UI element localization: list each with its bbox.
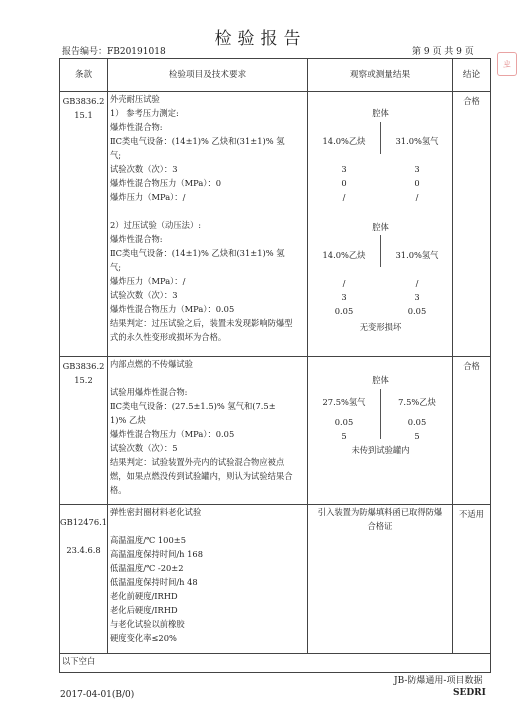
item-line: 1） 参考压力测定:: [110, 108, 179, 118]
clause-line: 15.2: [74, 375, 93, 385]
obs-value: /: [342, 192, 346, 202]
item-line: 高温温度保持时间/h 168: [110, 549, 203, 559]
clause-cell: [60, 92, 108, 357]
end-note: 以下空白: [60, 654, 491, 673]
header-item: 检验项目及技术要求: [108, 59, 308, 92]
obs-value: 7.5%乙炔: [398, 397, 436, 407]
obs-value: 31.0%氢气: [395, 250, 439, 260]
item-line: 内部点燃的不传爆试验: [110, 359, 193, 369]
obs-value: 0.05: [407, 417, 427, 427]
obs-value: 0.05: [334, 417, 354, 427]
item-line: 试验次数（次）：3: [110, 290, 178, 300]
obs-note-line: 合格证: [367, 521, 393, 531]
obs-value: 0.05: [407, 306, 427, 316]
item-line: 弹性密封圈材料老化试验: [110, 507, 202, 517]
clause-line: [60, 529, 107, 543]
end-row: [60, 654, 491, 673]
obs-value: /: [415, 192, 419, 202]
item-line: 爆炸性混合物压力（MPa）：0.05: [110, 429, 235, 439]
section-row-aging: [60, 505, 491, 654]
item-cell: [108, 505, 308, 654]
obs-cell: [308, 505, 453, 654]
item-line: 2）过压试验（动压法）:: [110, 220, 202, 230]
item-line: 老化前硬度/IRHD: [110, 591, 178, 601]
item-line: 气;: [110, 150, 122, 160]
obs-group-title: 腔体: [372, 375, 389, 385]
obs-group-title: 腔体: [372, 222, 389, 232]
item-line: 外壳耐压试验: [110, 94, 160, 104]
clause-line: 15.1: [74, 110, 93, 120]
conclusion-cell: 不适用: [453, 505, 491, 654]
item-line: ⅡC类电气设备：(27.5±1.5)% 氢气和(7.5±: [110, 401, 276, 411]
item-line: ⅡC类电气设备：(14±1)% 乙炔和(31±1)% 氢: [110, 136, 285, 146]
obs-value: /: [415, 278, 419, 288]
item-line: 结果判定：试验装置外壳内的试验混合物应被点: [110, 457, 285, 467]
obs-value: 5: [414, 431, 420, 441]
clause-cell: [60, 357, 108, 505]
sedri-logo: SEDRI: [453, 688, 486, 698]
item-line: 低温温度/℃ -20±2: [110, 563, 184, 573]
item-line: 爆炸性混合物:: [110, 122, 163, 132]
conclusion-cell: 合格: [453, 357, 491, 505]
report-title: 检验报告: [214, 29, 307, 49]
item-line: 爆炸性混合物压力（MPa）：0: [110, 178, 222, 188]
obs-value: 5: [341, 431, 347, 441]
header-clause: 条款: [60, 59, 108, 92]
item-line: 1)% 乙炔: [110, 415, 146, 425]
item-cell: [108, 357, 308, 505]
item-line: 爆炸性混合物:: [110, 234, 163, 244]
obs-value: 0.05: [334, 306, 354, 316]
header-obs: 观察或测量结果: [308, 59, 453, 92]
item-line: 试验次数（次）：3: [110, 164, 178, 174]
obs-result: 未传到试验罐内: [351, 445, 410, 455]
obs-value: 0: [414, 178, 420, 188]
item-line: 试验次数（次）：5: [110, 443, 178, 453]
conclusion-cell: 合格: [453, 92, 491, 357]
item-line: 燃，如果点燃没传到试验罐内，则认为试验结果合: [110, 471, 293, 481]
table-header-row: [60, 59, 491, 92]
clause-line: 23.4.6.8: [66, 545, 101, 555]
item-line: 低温温度保持时间/h 48: [110, 577, 198, 587]
item-line: [110, 204, 307, 218]
red-stamp: ㄓ: [497, 52, 517, 76]
obs-value: 14.0%乙炔: [322, 136, 366, 146]
item-line: 爆炸压力（MPa）：/: [110, 276, 186, 286]
clause-cell: [60, 505, 108, 654]
item-line: 老化后硬度/IRHD: [110, 605, 178, 615]
obs-value: 3: [414, 292, 420, 302]
clause-line: GB3836.2: [62, 96, 105, 106]
clause-line: GB12476.1: [60, 517, 108, 527]
item-line: ⅡC类电气设备：(14±1)% 乙炔和(31±1)% 氢: [110, 248, 285, 258]
obs-group-title: 腔体: [372, 108, 389, 118]
obs-value: 3: [341, 164, 347, 174]
obs-value: /: [342, 278, 346, 288]
obs-note-line: 引入装置为防爆填料函已取得防爆: [317, 507, 443, 517]
item-line: 试验用爆炸性混合物:: [110, 387, 188, 397]
item-line: 与老化试验以前橡胶: [110, 619, 185, 629]
item-line: 硬度变化率≤20%: [110, 633, 177, 643]
clause-line: GB3836.2: [62, 361, 105, 371]
obs-cell: [308, 357, 453, 505]
obs-result: 无变形损坏: [359, 322, 402, 332]
item-cell: [108, 92, 308, 357]
report-number: 报告编号：FB20191018: [62, 47, 166, 57]
obs-value: 31.0%氢气: [395, 136, 439, 146]
obs-value: 27.5%氢气: [322, 397, 366, 407]
inspection-table: [59, 58, 491, 673]
item-line: 格。: [110, 485, 127, 495]
item-line: 高温温度/℃ 100±5: [110, 535, 186, 545]
item-line: 式的永久性变形或损坏为合格。: [110, 332, 227, 342]
obs-value: 3: [414, 164, 420, 174]
obs-value: 0: [341, 178, 347, 188]
item-line: 爆炸性混合物压力（MPa）：0.05: [110, 304, 235, 314]
header-conclusion: 结论: [453, 59, 491, 92]
page-info: 第 9 页 共 9 页: [412, 47, 474, 57]
footer-form-id: JB-防爆通用-项目数据: [394, 676, 483, 686]
obs-cell: [308, 92, 453, 357]
item-line: [110, 371, 307, 385]
item-line: 爆炸压力（MPa）：/: [110, 192, 186, 202]
obs-value: 14.0%乙炔: [322, 250, 366, 260]
section-row-ignition: [60, 357, 491, 505]
item-line: 气;: [110, 262, 122, 272]
item-line: [110, 519, 307, 533]
obs-value: 3: [341, 292, 347, 302]
section-row-pressure: [60, 92, 491, 357]
footer-date: 2017-04-01(B/0): [60, 690, 135, 700]
item-line: 结果判定：过压试验之后，装置未发现影响防爆型: [110, 318, 293, 328]
